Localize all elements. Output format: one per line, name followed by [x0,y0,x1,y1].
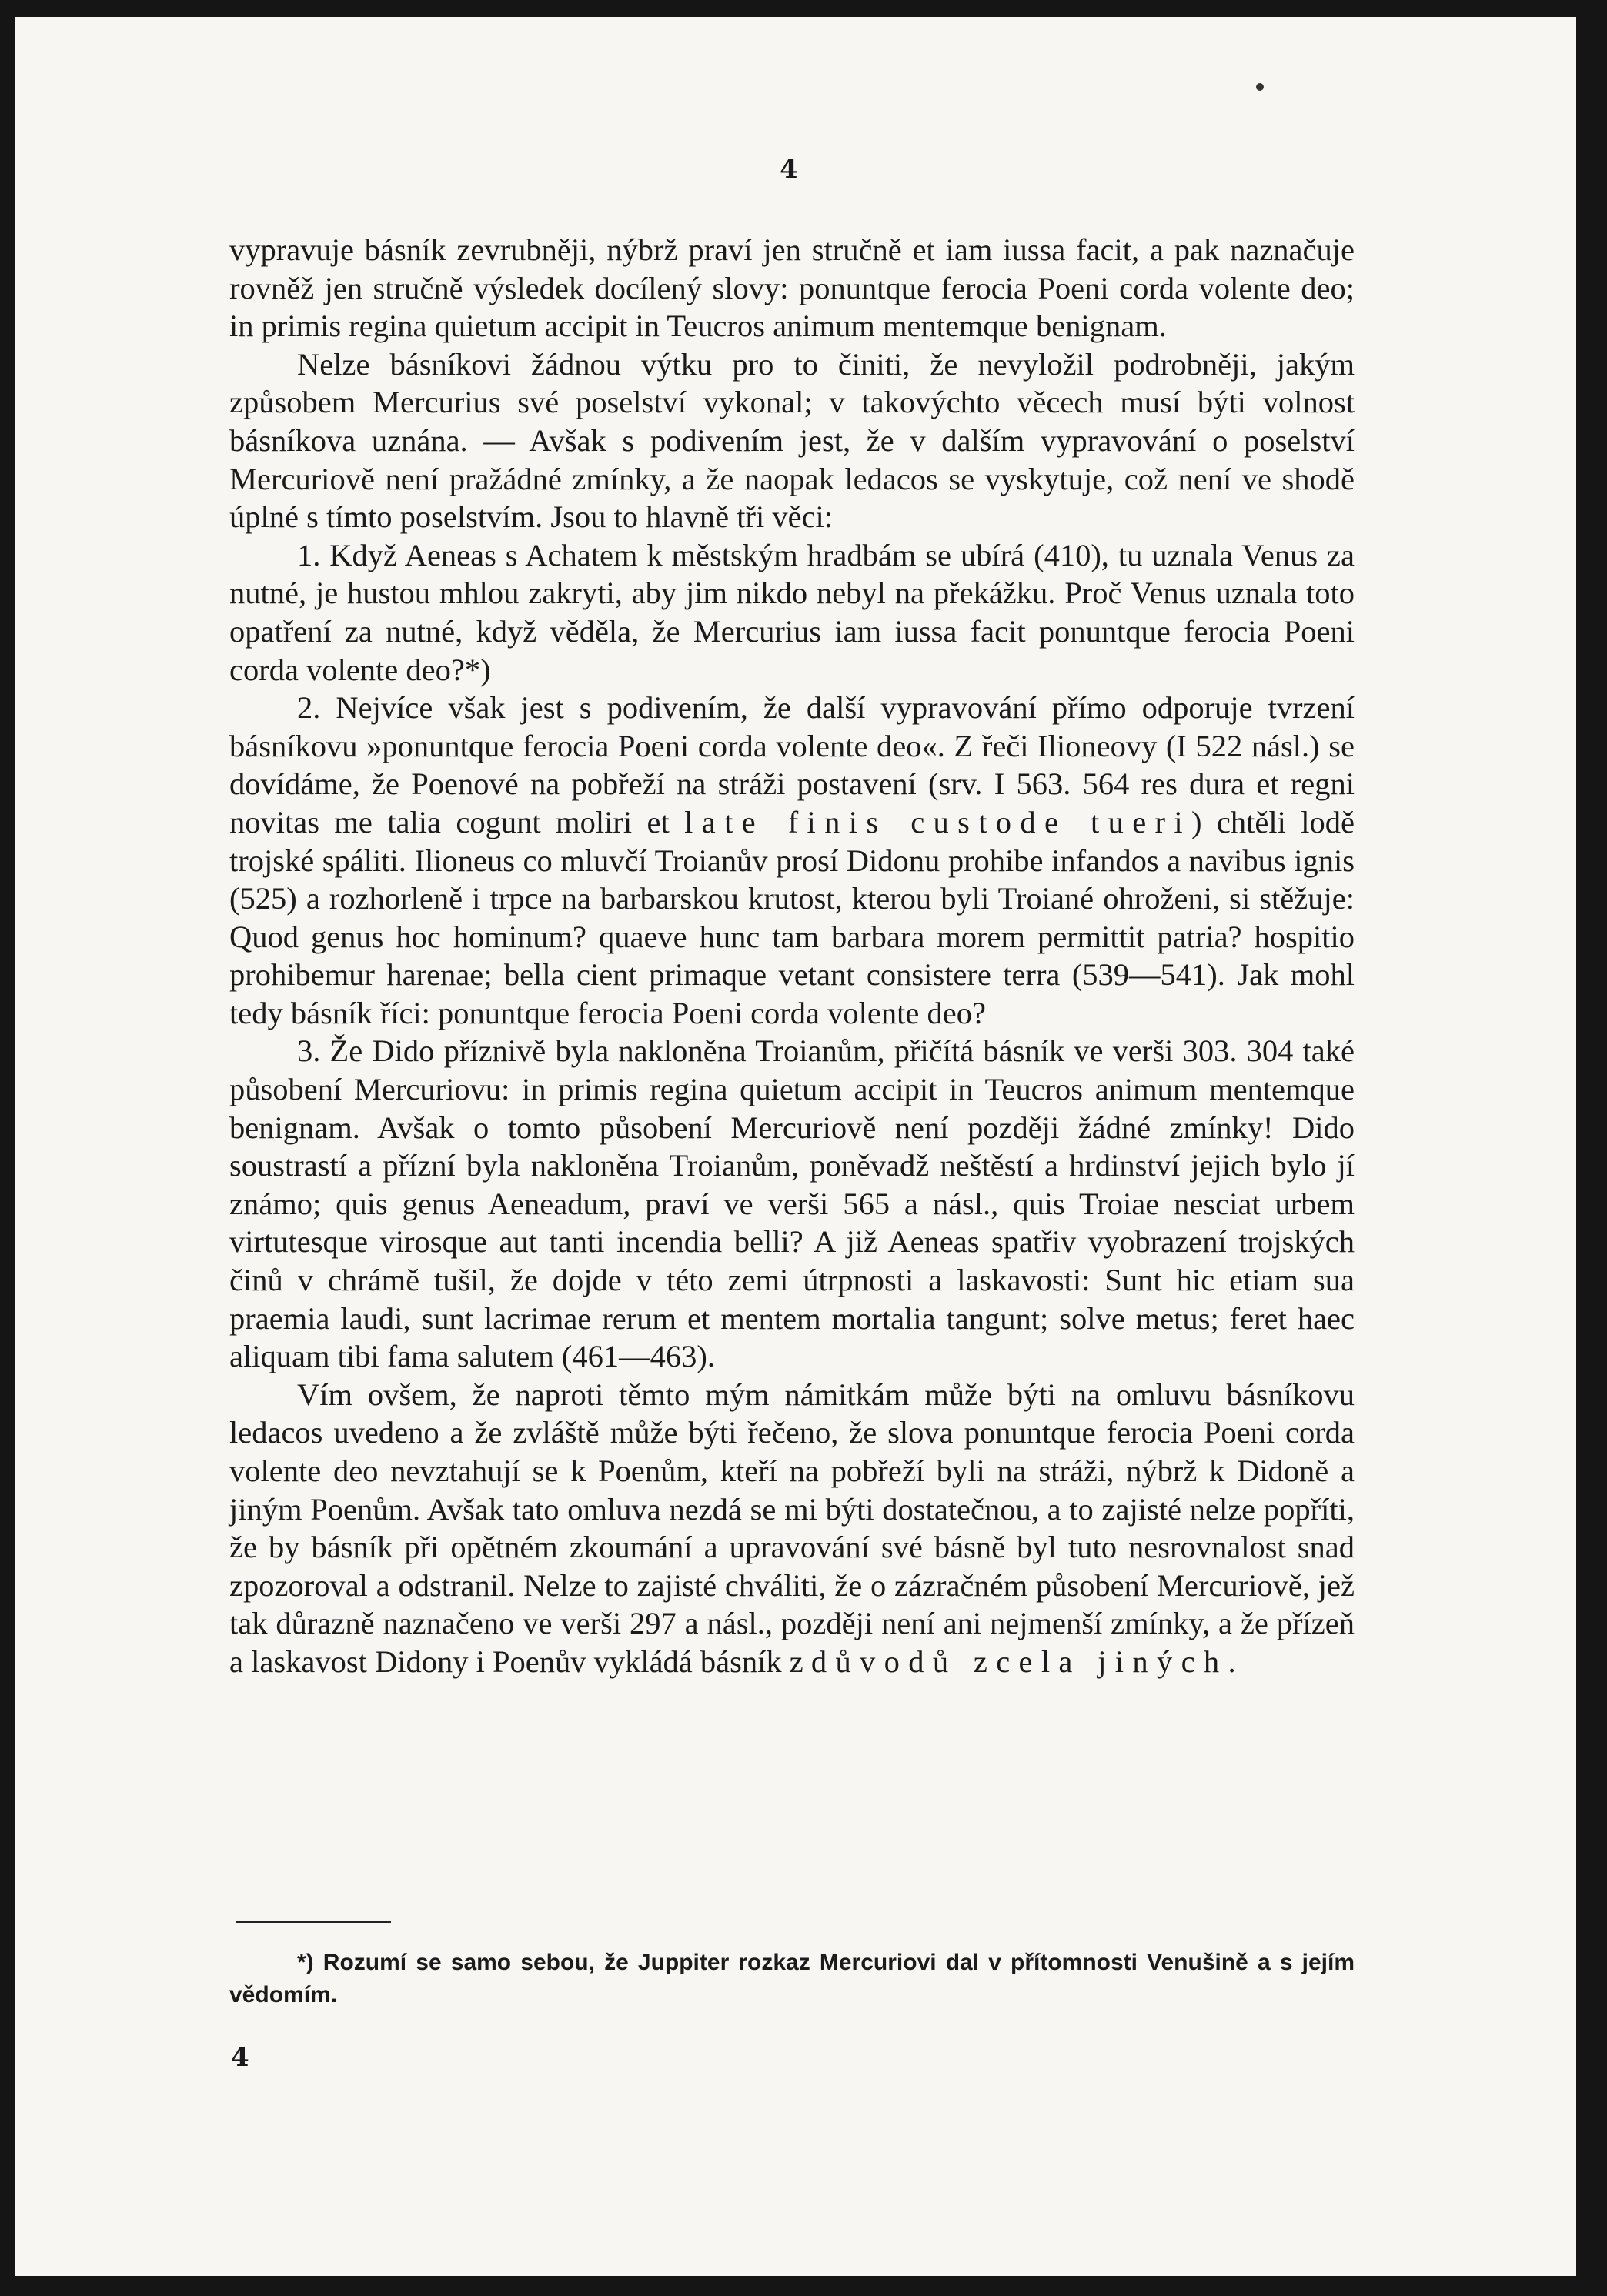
paragraph-6 [229,1376,1355,1681]
footnote-separator [236,1921,391,1923]
main-text [229,231,1355,1681]
footnote: *) Rozumí se samo sebou, že Juppiter rozkaz Mercuriovi dal v přítomnosti Venušině a s jejím vědomím. [229,1950,1355,2007]
scan-border-bottom [0,2276,1607,2296]
paragraph-1 [229,231,1355,345]
spaced-emphasis: důvodů zcela jiných [810,1644,1228,1679]
paragraph-3-point-1 [229,536,1355,689]
paragraph-text: Nelze básníkovi žádnou výtku pro to činiti, že nevyložil podrobněji, jakým způsobem Mercurius své poselství vykonal; v takovýchto věcech musí býti volnost básníkova uznána. — Avšak s podivením jest, že v dalším vypravování o poselství Mercuriově není pražádné zmínky, a že naopak ledacos se vyskytuje, což není ve shodě úplné s tímto poselstvím. Jsou to hlavně tři věci: [229,346,1355,535]
paragraph-text: vypravuje básník zevrubněji, nýbrž praví jen stručně et iam iussa facit, a pak naznačuje rovněž jen stručně výsledek docílený slovy: ponuntque ferocia Poeni corda volente deo; in primis regina quietum accipit in Teucros animum mentemque benignam. [229,232,1355,344]
paragraph-text: 2. Nejvíce však jest s podivením, že další vypravování přímo odporuje tvrzení básníkovu »ponuntque ferocia Poeni corda volente deo«. Z řeči Ilioneovy (I 522 násl.) se dovídáme, že Poenové na pobřeží na stráži postavení (srv. I 563. 564 res dura et regni novitas me talia cogunt moliri et [229,690,1355,839]
scan-border-right [1576,0,1607,2296]
scan-border-left [0,0,15,2296]
spaced-emphasis: late finis custode tueri [684,804,1191,839]
paragraph-4-point-2 [229,689,1355,1032]
paragraph-text: Vím ovšem, že naproti těmto mým námitkám může býti na omluvu básníkovu ledacos uvedeno a že zvláště může býti řečeno, že slova ponuntque ferocia Poeni corda volente deo nevztahují se k Poenům, kteří na pobřeží byli na stráži, nýbrž k Didoně a jiným Poenům. Avšak tato omluva nezdá se mi býti dostatečnou, a to zajisté nelze popříti, že by básník při opětném zkoumání a upravování své básně byl tuto nesrovnalost snad zpozoroval a odstranil. Nelze to zajisté chváliti, že o zázračném působení Mercuriově, jež tak důrazně naznačeno ve verši 297 a násl., později není ani nejmenší zmínky, a že přízeň a laskavost Didony i Poenův vykládá básník z [229,1377,1355,1679]
paragraph-text: 1. Když Aeneas s Achatem k městským hradbám se ubírá (410), tu uznala Venus za nutné, je hustou mhlou zakryti, aby jim nikdo nebyl na překážku. Proč Venus uznala toto opatření za nutné, když věděla, že Mercurius iam iussa facit ponuntque ferocia Poeni corda volente deo?*) [229,537,1355,687]
signature-mark: 4 [231,2042,249,2073]
paragraph-text: 3. Že Dido příznivě byla nakloněna Troianům, přičítá básník ve verši 303. 304 také působení Mercuriovu: in primis regina quietum accipit in Teucros animum mentemque benignam. Avšak o tomto působení Mercuriově není později žádné zmínky! Dido soustrastí a přízní byla nakloněna Troianům, poněvadž neštěstí a hrdinství jejich bylo jí známo; quis genus Aeneadum, praví ve verši 565 a násl., quis Troiae nesciat urbem virtutesque virosque aut tanti incendia belli? A již Aeneas spatřiv vyobrazení trojských činů v chrámě tušil, že dojde v této zemi útrpnosti a laskavosti: Sunt hic etiam sua praemia laudi, sunt lacrimae rerum et mentem mortalia tangunt; solve metus; feret haec aliquam tibi fama salutem (461—463). [229,1033,1355,1374]
scan-speck [1256,83,1264,91]
page-number: 4 [780,154,798,185]
scan-border-top [0,0,1607,17]
paragraph-text: . [1228,1644,1236,1679]
paragraph-2 [229,345,1355,536]
paragraph-text: ) chtěli lodě trojské spáliti. Ilioneus co mluvčí Troianův prosí Didonu prohibe infandos a navibus ignis (525) a rozhorleně i trpce na barbarskou krutost, kterou byli Troiané ohroženi, si stěžuje: Quod genus hoc hominum? quaeve hunc tam barbara morem permittit patria? hospitio prohibemur harenae; bella cient primaque vetant consistere terra (539—541). Jak mohl tedy básník říci: ponuntque ferocia Poeni corda volente deo? [229,804,1355,1030]
paragraph-5-point-3 [229,1032,1355,1375]
